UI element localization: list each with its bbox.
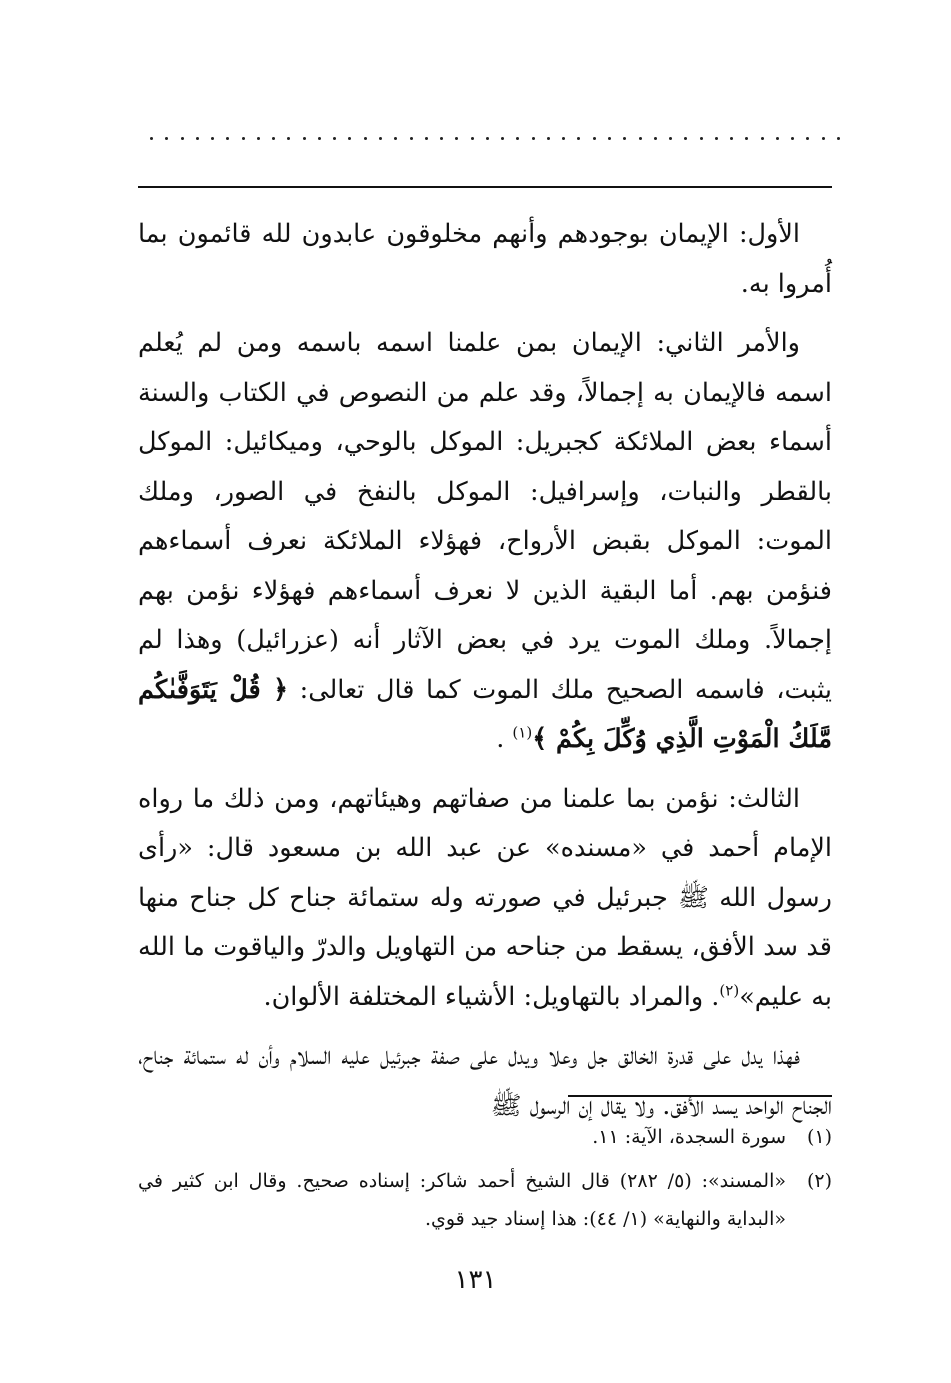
footnote-text: سورة السجدة، الآية: ١١. — [592, 1126, 786, 1148]
footnote-number: (١) — [806, 1126, 832, 1148]
footnotes — [138, 1118, 832, 1244]
header-dot — [303, 137, 306, 140]
footnote-2 — [138, 1162, 832, 1238]
paragraph-text: الأول: الإيمان بوجودهم وأنهم مخلوقون عابدون لله قائمون بما أُمروا به. — [138, 219, 832, 299]
paragraph-conclusion — [138, 1032, 832, 1131]
header-dot — [684, 137, 687, 140]
main-text — [138, 210, 832, 1131]
header-dot — [761, 137, 764, 140]
header-dot — [837, 137, 840, 140]
header-dot — [455, 137, 458, 140]
header-dot — [654, 137, 657, 140]
header-dot — [715, 137, 718, 140]
paragraph-second-matter — [138, 319, 832, 765]
header-dot — [318, 137, 321, 140]
footnote-ref-1: (١) — [512, 723, 533, 742]
header-dot — [211, 137, 214, 140]
header-dot — [822, 137, 825, 140]
footnote-1 — [138, 1118, 832, 1156]
paragraph-tail: . والمراد بالتهاويل: الأشياء المختلفة الألوان. — [263, 981, 720, 1012]
header-dot — [745, 137, 748, 140]
page-number: ١٣١ — [454, 1265, 497, 1295]
header-dot — [348, 137, 351, 140]
header-dot — [669, 137, 672, 140]
paragraph-third-matter — [138, 775, 832, 1023]
footnote-number: (٢) — [806, 1170, 832, 1192]
footnote-ref-2: (٢) — [719, 981, 740, 999]
header-dot — [287, 137, 290, 140]
header-dot — [791, 137, 794, 140]
header-dot — [547, 137, 550, 140]
header-dot — [700, 137, 703, 140]
header-dot — [562, 137, 565, 140]
header-dot — [471, 137, 474, 140]
footnote-text: «المسند»: (٥/ ٢٨٢) قال الشيخ أحمد شاكر: إسناده صحيح. وقال ابن كثير في «البداية والنهاية» (١/ ٤٤): هذا إسناد جيد قوي. — [138, 1170, 786, 1230]
header-dot — [272, 137, 275, 140]
header-dot — [181, 137, 184, 140]
paragraph-text: فهذا يدل على قدرة الخالق جل وعلا ويدل على صفة جبرئيل عليه السلام وأن له ستمائة جناح، الجناح الواحد يسد الأفق. ولا يقال إن الرسول ﷺ — [138, 1041, 832, 1121]
header-dot — [364, 137, 367, 140]
header-dotted-line — [150, 128, 840, 148]
header-dot — [593, 137, 596, 140]
header-dot — [196, 137, 199, 140]
header-dot — [394, 137, 397, 140]
header-dot — [516, 137, 519, 140]
header-dot — [532, 137, 535, 140]
header-dot — [257, 137, 260, 140]
quran-verse: ﴿ قُلْ يَتَوَفَّىٰكُم مَّلَكُ الْمَوْتِ الَّذِي وُكِّلَ بِكُمْ ﴾ — [138, 674, 832, 754]
header-dot — [639, 137, 642, 140]
header-rule — [138, 186, 832, 188]
paragraph-text: والأمر الثاني: الإيمان بمن علمنا اسمه باسمه ومن لم يُعلم اسمه فالإيمان به إجمالاً، وقد علم من النصوص في الكتاب والسنة أسماء بعض الملائكة كجبريل: الموكل بالوحي، وميكائيل: الموكل بالقطر والنبات، وإسرافيل: الموكل بالنفخ في الصور، وملك الموت: الموكل بقبض الأرواح، فهؤلاء الملائكة نعرف أسماءهم فنؤمن بهم. أما البقية الذين لا نعرف أسماءهم فهؤلاء نؤمن بهم إجمالاً. وملك الموت يرد في بعض الآثار أنه (عزرائيل) وهذا لم يثبت، فاسمه الصحيح ملك الموت كما قال تعالى: — [138, 328, 832, 705]
header-dot — [333, 137, 336, 140]
header-dot — [623, 137, 626, 140]
paragraph-tail: . — [496, 724, 513, 754]
header-dot — [425, 137, 428, 140]
header-dot — [730, 137, 733, 140]
header-dot — [150, 137, 153, 140]
paragraph-text: الثالث: نؤمن بما علمنا من صفاتهم وهيئاتهم، ومن ذلك ما رواه الإمام أحمد في «مسنده» عن عبد الله بن مسعود قال: «رأى رسول الله ﷺ جبرئيل في صورته وله ستمائة جناح كل جناح منها قد سد الأفق، يسقط من جناحه من التهاويل والدرّ والياقوت ما الله به عليم» — [138, 783, 832, 1012]
header-dot — [242, 137, 245, 140]
header-dot — [486, 137, 489, 140]
header-dot — [379, 137, 382, 140]
footnote-separator — [568, 1095, 832, 1097]
header-dot — [806, 137, 809, 140]
header-dot — [501, 137, 504, 140]
header-dot — [608, 137, 611, 140]
header-dot — [440, 137, 443, 140]
header-dot — [410, 137, 413, 140]
header-dot — [165, 137, 168, 140]
header-dot — [776, 137, 779, 140]
paragraph-first-matter — [138, 210, 832, 309]
header-dot — [577, 137, 580, 140]
header-dot — [226, 137, 229, 140]
